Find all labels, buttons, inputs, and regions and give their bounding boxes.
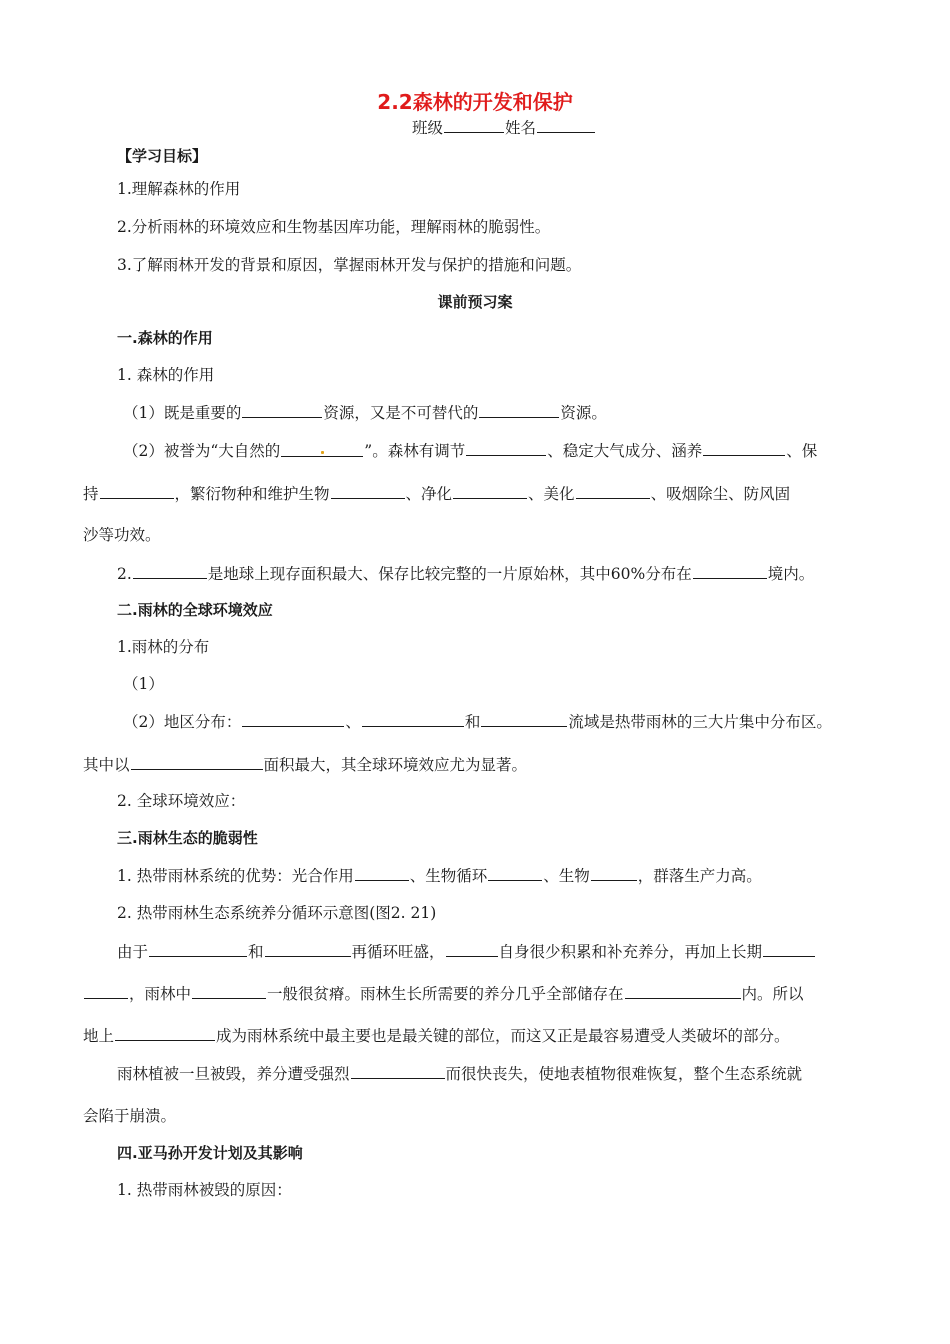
section1-p5 xyxy=(117,563,814,584)
text-segment: 雨林植被一旦被毁，养分遭受强烈 xyxy=(117,1065,350,1083)
section2-sub2: 2. 全球环境效应： xyxy=(117,792,246,810)
text-segment: 资源。 xyxy=(560,404,607,422)
fill-blank[interactable] xyxy=(446,941,498,957)
preview-heading: 课前预习案 xyxy=(437,293,513,311)
fill-blank[interactable] xyxy=(84,983,128,999)
fill-blank[interactable] xyxy=(100,483,174,499)
section3-p4 xyxy=(83,983,804,1004)
text-segment: （2）地区分布： xyxy=(123,713,242,731)
section2-p2 xyxy=(123,711,832,732)
fill-blank[interactable] xyxy=(351,1063,445,1079)
fill-blank[interactable] xyxy=(479,402,559,418)
section1-p2 xyxy=(123,440,817,461)
fill-blank[interactable] xyxy=(481,711,567,727)
section3-p1 xyxy=(117,865,762,886)
section1-p1 xyxy=(123,402,607,423)
goal-item: 2.分析雨林的环境效应和生物基因库功能，理解雨林的脆弱性。 xyxy=(117,218,551,236)
text-segment: 成为雨林系统中最主要也是最关键的部位，而这又正是最容易遭受人类破坏的部分。 xyxy=(216,1027,790,1045)
fill-blank[interactable] xyxy=(488,865,542,881)
section2-p3 xyxy=(83,754,527,775)
text-segment: 和 xyxy=(464,713,481,731)
class-name-line xyxy=(412,117,596,138)
fill-blank[interactable] xyxy=(115,1025,215,1041)
fill-blank[interactable] xyxy=(242,711,344,727)
text-segment: 、保 xyxy=(786,442,818,460)
page-title: 2.2森林的开发和保护 xyxy=(377,90,573,114)
fill-blank[interactable] xyxy=(625,983,741,999)
section3-p3 xyxy=(117,941,816,962)
fill-blank[interactable] xyxy=(281,441,363,457)
text-segment: 一般很贫瘠。雨林生长所需要的养分几乎全部储存在 xyxy=(267,985,624,1003)
goals-heading: 【学习目标】 xyxy=(117,147,208,165)
section3-p6 xyxy=(117,1063,802,1084)
section4-heading: 四.亚马孙开发计划及其影响 xyxy=(117,1144,303,1162)
fill-blank[interactable] xyxy=(693,563,767,579)
fill-blank[interactable] xyxy=(242,402,322,418)
text-segment: 持 xyxy=(83,485,99,503)
fill-blank[interactable] xyxy=(149,941,247,957)
text-segment: 其中以 xyxy=(83,756,130,774)
fill-blank[interactable] xyxy=(355,865,409,881)
text-segment: 、美化 xyxy=(528,485,575,503)
text-segment: （2）被誉为“大自然的 xyxy=(123,442,281,460)
name-blank[interactable] xyxy=(537,117,595,133)
class-blank[interactable] xyxy=(444,117,504,133)
section2-heading: 二.雨林的全球环境效应 xyxy=(117,601,273,619)
fill-blank[interactable] xyxy=(466,440,546,456)
section1-heading: 一.森林的作用 xyxy=(117,329,213,347)
fill-blank[interactable] xyxy=(331,483,405,499)
section2-sub1: 1.雨林的分布 xyxy=(117,638,210,656)
goal-item: 1.理解森林的作用 xyxy=(117,180,241,198)
class-label: 班级 xyxy=(412,119,444,137)
section3-p5 xyxy=(83,1025,790,1046)
text-segment: 面积最大，其全球环境效应尤为显著。 xyxy=(263,756,528,774)
marker-dot xyxy=(321,451,324,454)
text-segment: 流域是热带雨林的三大片集中分布区。 xyxy=(568,713,832,731)
section3-heading: 三.雨林生态的脆弱性 xyxy=(117,829,258,847)
fill-blank[interactable] xyxy=(763,941,815,957)
name-label: 姓名 xyxy=(505,119,537,137)
fill-blank[interactable] xyxy=(591,865,637,881)
section3-p2: 2. 热带雨林生态系统养分循环示意图(图2. 21) xyxy=(117,904,437,922)
text-segment: 是地球上现存面积最大、保存比较完整的一片原始林，其中60%分布在 xyxy=(207,565,692,583)
section1-sub1: 1. 森林的作用 xyxy=(117,366,215,384)
fill-blank[interactable] xyxy=(131,754,263,770)
text-segment: 自身很少积累和补充养分，再加上长期 xyxy=(498,943,763,961)
fill-blank[interactable] xyxy=(453,483,527,499)
text-segment: ，群落生产力高。 xyxy=(637,867,762,885)
fill-blank[interactable] xyxy=(192,983,266,999)
section3-p7: 会陷于崩溃。 xyxy=(83,1107,177,1125)
section4-sub1: 1. 热带雨林被毁的原因： xyxy=(117,1181,292,1199)
text-segment: 和 xyxy=(248,943,264,961)
text-segment: 2. xyxy=(117,565,132,583)
text-segment: 、净化 xyxy=(405,485,453,503)
fill-blank[interactable] xyxy=(703,440,785,456)
text-segment: 资源，又是不可替代的 xyxy=(323,404,479,422)
text-segment: 地上 xyxy=(83,1027,115,1045)
goal-item: 3.了解雨林开发的背景和原因，掌握雨林开发与保护的措施和问题。 xyxy=(117,256,582,274)
fill-blank[interactable] xyxy=(576,483,650,499)
fill-blank[interactable] xyxy=(362,711,464,727)
text-segment: 、生物 xyxy=(543,867,590,885)
section1-p4: 沙等功效。 xyxy=(83,526,161,544)
fill-blank[interactable] xyxy=(265,941,351,957)
text-segment: 由于 xyxy=(117,943,149,961)
text-segment: ，雨林中 xyxy=(129,985,192,1003)
fill-blank[interactable] xyxy=(133,563,207,579)
text-segment: 而很快丧失，使地表植物很难恢复，整个生态系统就 xyxy=(445,1065,803,1083)
text-segment: ，繁衍物种和维护生物 xyxy=(174,485,330,503)
text-segment: 、吸烟除尘、防风固 xyxy=(650,485,791,503)
text-segment: （1）既是重要的 xyxy=(123,404,242,422)
section2-p1: （1） xyxy=(123,675,164,693)
text-segment: 、生物循环 xyxy=(409,867,488,885)
text-segment: 内。所以 xyxy=(741,985,804,1003)
text-segment: 、稳定大气成分、涵养 xyxy=(547,442,703,460)
text-segment: 、 xyxy=(345,713,361,731)
text-segment: 1. 热带雨林系统的优势：光合作用 xyxy=(117,867,354,885)
text-segment: ”。森林有调节 xyxy=(364,442,466,460)
section1-p3 xyxy=(83,483,790,504)
text-segment: 再循环旺盛， xyxy=(351,943,445,961)
text-segment: 境内。 xyxy=(767,565,815,583)
